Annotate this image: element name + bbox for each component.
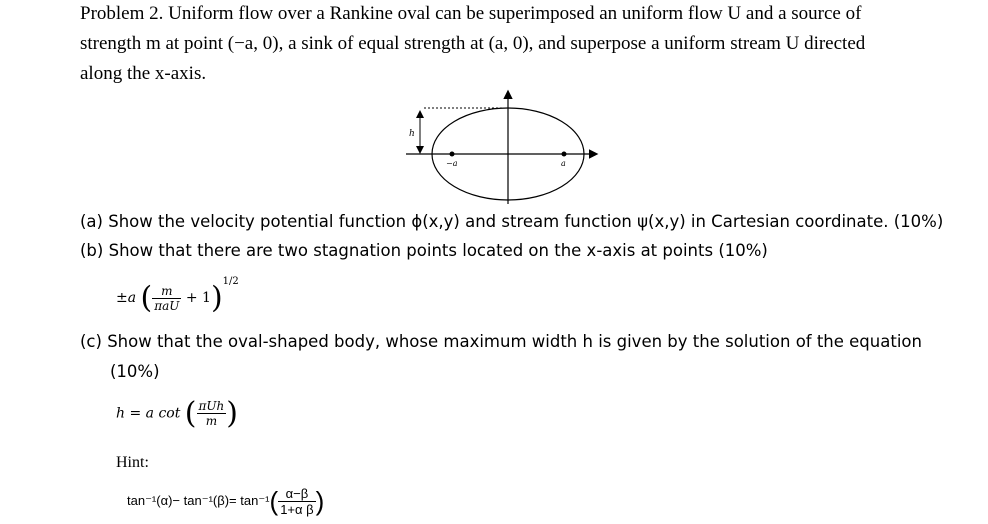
hint-identity: tan⁻¹(α)− tan⁻¹(β)= tan⁻¹( $\frac{\alpha-\beta}{\text{1+α β}}$ )	[127, 486, 325, 517]
hint-lhs: tan⁻¹(α)− tan⁻¹(β)= tan⁻¹	[127, 492, 270, 508]
eq-c-denominator: m	[197, 413, 227, 428]
hint-denominator: 1+α β	[280, 502, 314, 517]
part-a-text: (a) Show the velocity potential function ϕ(x,y) and stream function ψ(x,y) in Cartesian coordinate. (10%)	[80, 212, 944, 231]
hint-numerator: α−β	[285, 486, 309, 501]
eq-b-numerator: m	[161, 283, 173, 298]
part-c-text-line-1: (c) Show that the oval-shaped body, whose maximum width h is given by the solution of the equation	[80, 332, 922, 351]
eq-c-lhs: h = a cot	[116, 405, 181, 422]
eq-b-plus-one: + 1	[185, 290, 211, 306]
label-a: a	[561, 159, 566, 168]
part-c-text-line-2: (10%)	[110, 362, 160, 381]
part-b-text: (b) Show that there are two stagnation points located on the x-axis at points (10%)	[80, 241, 768, 260]
eq-b-prefix: ±a	[116, 290, 137, 306]
rankine-oval-diagram	[400, 84, 610, 204]
eq-b-exponent: 1/2	[222, 276, 239, 287]
eq-b-denominator: πaU	[154, 298, 180, 313]
max-width-equation: h = a cot ( $\frac{\text{πUh}}{m}$ )	[116, 396, 238, 431]
hint-label: Hint:	[116, 454, 149, 471]
problem-line-1: Problem 2. Uniform flow over a Rankine oval can be superimposed an uniform flow U and a source of	[80, 3, 862, 24]
problem-line-3: along the x-axis.	[80, 63, 207, 84]
eq-c-numerator: πUh	[198, 399, 225, 413]
problem-line-2: strength m at point (−a, 0), a sink of equal strength at (a, 0), and superpose a uniform stream U directed	[80, 33, 866, 54]
source-point	[450, 152, 455, 157]
stagnation-points-equation: ±a ( $\frac{m}{\text{πaU}}$ + 1)$^{1/2}$	[116, 276, 239, 316]
label-neg-a: −a	[446, 159, 458, 168]
sink-point	[562, 152, 567, 157]
label-h: h	[409, 129, 415, 139]
